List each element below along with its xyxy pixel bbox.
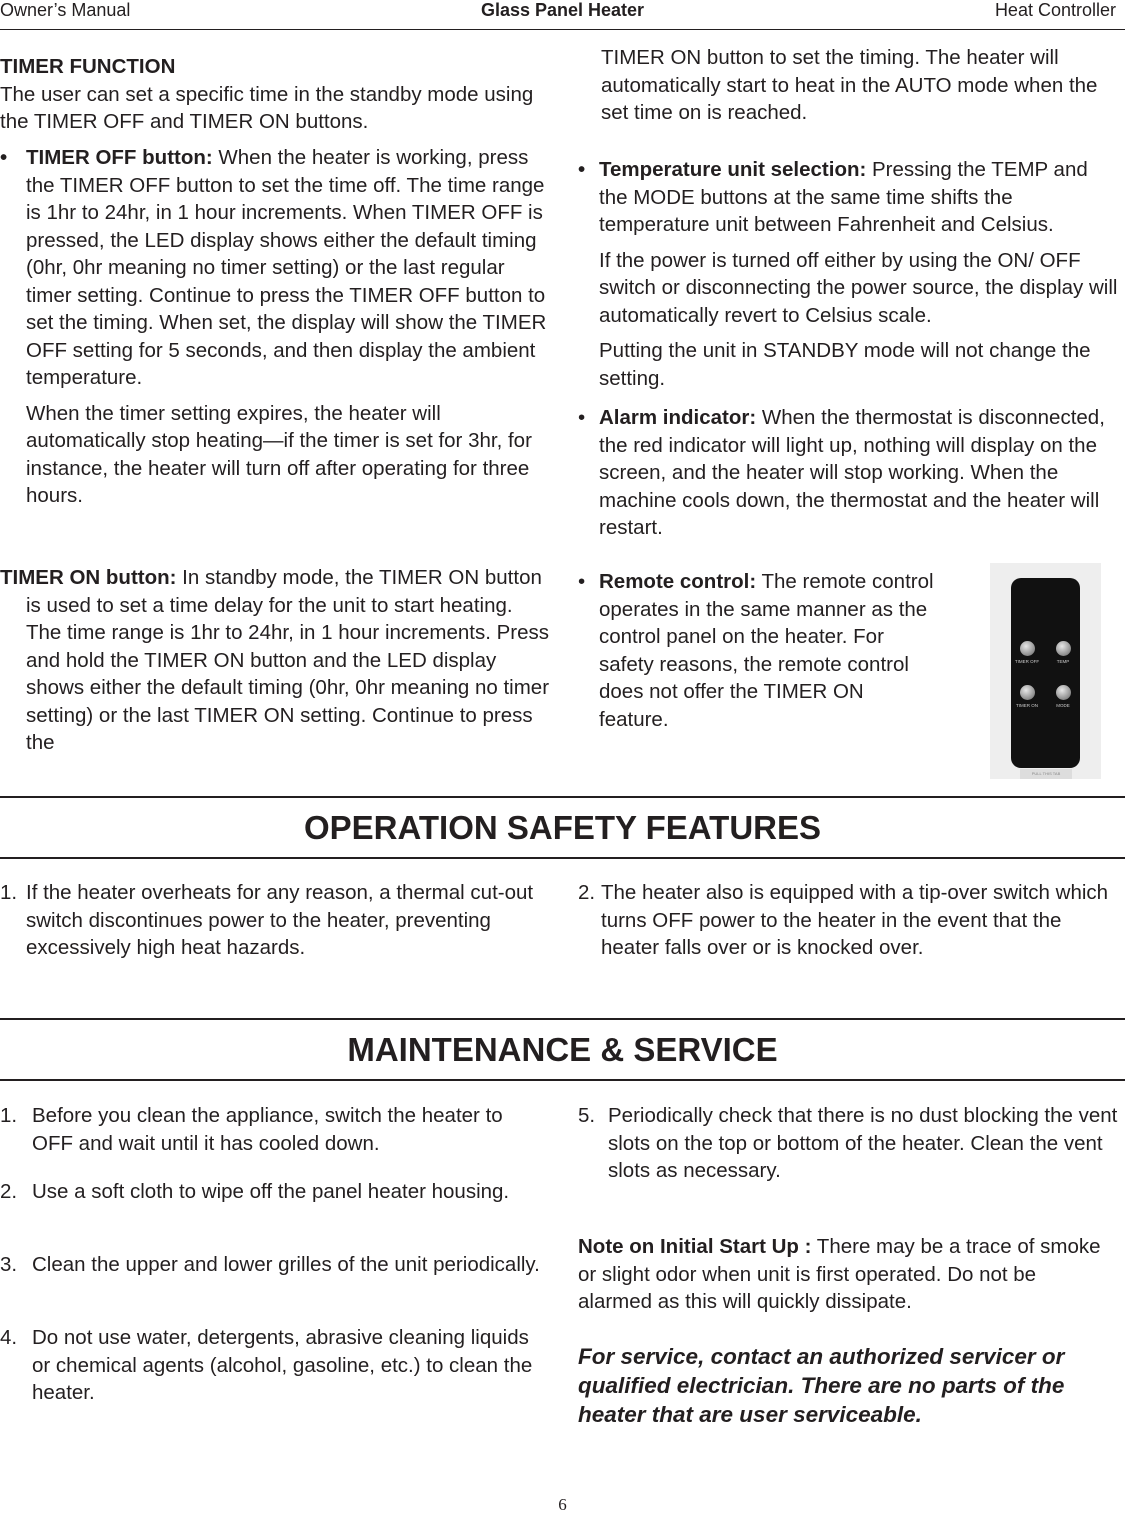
section-rule [0,857,1125,859]
remote-item [578,568,938,733]
section-rule [0,1018,1125,1020]
timer-on-continued: TIMER ON button to set the timing. The heater will automatically start to heat in the AUTO mode when the set time on is reached. [601,46,1098,124]
remote-button-icon [1056,641,1071,656]
timer-function-intro: The user can set a specific time in the standby mode using the TIMER OFF and TIMER ON buttons. [0,82,534,133]
safety-item-text: If the heater overheats for any reason, a thermal cut-out switch discontinues power to the heater, preventing excessively high heat hazards. [26,881,534,959]
temp-unit-power-text: If the power is turned off either by using the ON/ OFF switch or disconnecting the power source, the display will automatically revert to Celsius scale. [599,248,1118,327]
remote-pull-tab: PULL THIS TAB [1020,769,1072,779]
note-text: There may be a trace of smoke or slight odor when unit is first operated. Do not be alarmed as this will quickly dissipate. [578,1235,1101,1313]
maintenance-title: MAINTENANCE & SERVICE [347,1031,778,1068]
timer-function-title: TIMER FUNCTION [0,55,176,78]
timer-on-item [0,564,550,757]
remote-label: Remote control: [599,570,757,593]
temp-unit-text: Pressing the TEMP and the MODE buttons at the same time shifts the temperature unit between Fahrenheit and Celsius. [599,158,1088,236]
section-rule [0,796,1125,798]
list-number: 1. [0,1104,18,1127]
timer-off-text: When the heater is working, press the TIMER OFF button to set the time off. The time range is 1hr to 24hr, in 1 hour increments. When TIMER OFF is pressed, the LED display shows either the default timing (0hr, 0hr meaning no timer setting) or the last regular timer setting. Continue to press the TIMER OFF button to set the timing. When set, the display will show the TIMER OFF setting for 5 seconds, and then display the ambient temperature. [26,146,547,389]
page-number: 6 [558,1495,567,1514]
maintenance-item-5 [578,1102,1125,1185]
safety-item-text: The heater also is equipped with a tip-over switch which turns OFF power to the heater in the event that the heater falls over or is knocked over. [601,881,1109,959]
initial-startup-note [578,1233,1108,1316]
timer-off-expire-text: When the timer setting expires, the heater will automatically stop heating—if the timer is set for 3hr, for instance, the heater will turn off after operating for three hours. [26,401,532,507]
maintenance-item-3 [0,1251,545,1279]
maintenance-item-text: Clean the upper and lower grilles of the unit periodically. [32,1253,540,1276]
remote-body [1011,578,1080,768]
section-rule [0,1079,1125,1081]
timer-on-text: In standby mode, the TIMER ON button is used to set a time delay for the unit to start heating. The time range is 1hr to 24hr, in 1 hour increments. Press and hold the TIMER ON button and the LED display shows either the default timing (0hr, 0hr meaning no timer setting) or the last TIMER ON setting. Continue to press the [26,566,550,754]
safety-item-1 [0,879,540,962]
note-label: Note on Initial Start Up : [578,1235,812,1258]
list-number: 2. [0,1180,18,1203]
header-left: Owner’s Manual [0,0,131,20]
alarm-item [578,404,1123,542]
bullet: • [0,146,8,169]
remote-control-image [990,563,1101,779]
remote-label-mode: MODE [1056,703,1070,708]
maintenance-item-text: Use a soft cloth to wipe off the panel heater housing. [32,1180,510,1203]
maintenance-item-4 [0,1324,545,1407]
operation-safety-title: OPERATION SAFETY FEATURES [303,809,822,846]
maintenance-item-text: Before you clean the appliance, switch the heater to OFF and wait until it has cooled down. [32,1104,503,1155]
list-number: 3. [0,1253,18,1276]
list-number: 5. [578,1104,596,1127]
alarm-label: Alarm indicator: [599,406,757,429]
maintenance-item-1 [0,1102,545,1157]
service-note: For service, contact an authorized servicer or qualified electrician. There are no parts of the heater that are user serviceable. [578,1344,1065,1427]
header-rule [0,29,1125,30]
remote-button-icon [1056,685,1071,700]
remote-button-icon [1020,685,1035,700]
list-number: 2. [578,881,596,904]
bullet: • [578,158,586,181]
remote-label-temp: TEMP [1056,659,1070,664]
list-number: 4. [0,1326,18,1349]
timer-off-item [0,144,550,510]
timer-off-label: TIMER OFF button: [26,146,213,169]
maintenance-item-2 [0,1178,545,1206]
safety-item-2 [578,879,1118,962]
remote-label-timer-on: TIMER ON [1016,703,1038,708]
bullet: • [578,570,586,593]
bullet: • [578,406,586,429]
temp-unit-item [578,156,1118,392]
remote-button-icon [1020,641,1035,656]
list-number: 1. [0,881,18,904]
alarm-text: When the thermostat is disconnected, the red indicator will light up, nothing will display on the screen, and the heater will stop working. When the machine cools down, the thermostat and the heater will restart. [599,406,1105,539]
maintenance-item-text: Do not use water, detergents, abrasive cleaning liquids or chemical agents (alcohol, gasoline, etc.) to clean the heater. [32,1326,533,1404]
maintenance-item-text: Periodically check that there is no dust blocking the vent slots on the top or bottom of the heater. Clean the vent slots as necessary. [608,1104,1118,1182]
timer-on-label: TIMER ON button: [0,566,177,589]
header-right: Heat Controller [994,0,1116,20]
header-title: Glass Panel Heater [480,0,645,20]
remote-label-timer-off: TIMER OFF [1014,659,1040,664]
remote-text: The remote control operates in the same manner as the control panel on the heater. For safety reasons, the remote control does not offer the TIMER ON feature. [599,570,934,731]
temp-unit-label: Temperature unit selection: [599,158,867,181]
temp-unit-standby-text: Putting the unit in STANDBY mode will not change the setting. [599,339,1091,390]
timer-function-section [0,53,545,136]
